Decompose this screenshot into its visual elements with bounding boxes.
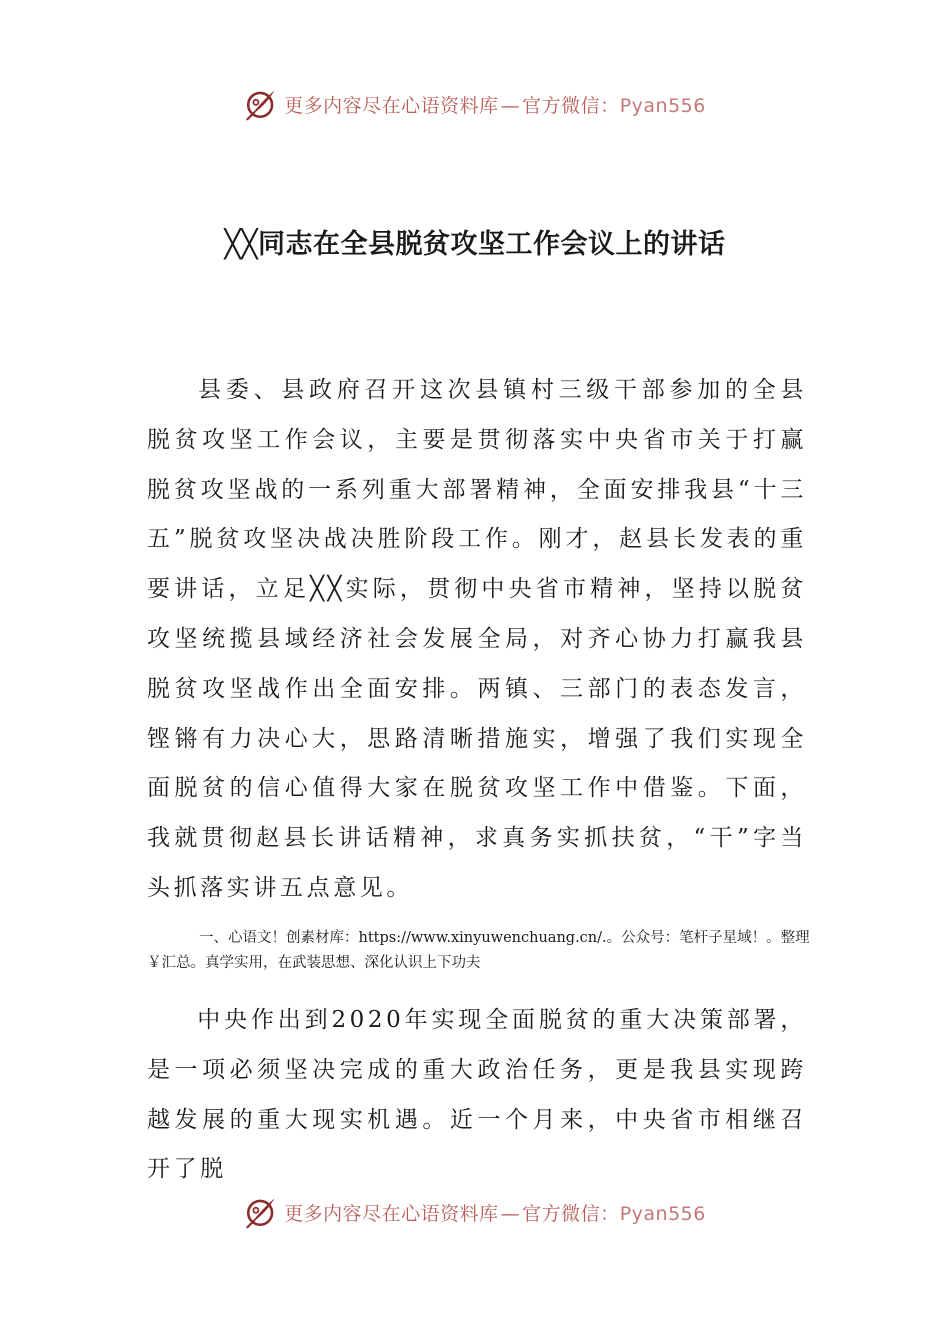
footer-banner [0, 1192, 950, 1232]
header-banner-text [284, 91, 706, 118]
paragraph-section-one-text: 中央作出到2020年实现全面脱贫的重大决策部署，是一项必须坚决完成的重大政治任务，更是我县实现跨越发展的重大现实机遇。近一个月来，中央省市相继召开了脱 [147, 1007, 807, 1183]
footer-banner-text [284, 1199, 706, 1226]
header-banner [0, 84, 950, 124]
header-banner-separator: — [500, 94, 521, 117]
section-note [147, 926, 827, 976]
paragraph-intro-text: 县委、县政府召开这次县镇村三级干部参加的全县脱贫攻坚工作会议，主要是贯彻落实中央省市关于打赢脱贫攻坚战的一系列重大部署精神，全面安排我县“十三五”脱贫攻坚决战决胜阶段工作。刚才，赵县长发表的重要讲话，立足╳╳实际，贯彻中央省市精神，坚持以脱贫攻坚统揽县域经济社会发展全局，对齐心协力打赢我县脱贫攻坚战作出全面安排。两镇、三部门的表态发言，铿锵有力决心大，思路清晰措施实，增强了我们实现全面脱贫的信心值得大家在脱贫攻坚工作中借鉴。下面，我就贯彻赵县长讲话精神，求真务实抓扶贫，“干”字当头抓落实讲五点意见。 [147, 377, 807, 901]
feather-pen-logo-icon [244, 1195, 278, 1229]
footer-wechat-id: Pyan556 [619, 1202, 706, 1225]
header-banner-slogan: 更多内容尽在心语资料库 [284, 94, 499, 117]
header-wechat-id: Pyan556 [619, 94, 706, 117]
document-title: ╳╳同志在全县脱贫攻坚工作会议上的讲话 [224, 229, 726, 260]
footer-banner-slogan: 更多内容尽在心语资料库 [284, 1202, 499, 1225]
section-note-text: 一、心语文！创素材库：https://www.xinyuwenchuang.cn/.。公众号：笔杆子星域！。整理￥汇总。真学实用，在武装思想、深化认识上下功夫 [147, 930, 810, 971]
footer-banner-separator: — [500, 1202, 521, 1225]
header-wechat-label: 官方微信： [522, 94, 620, 117]
feather-pen-logo-icon [244, 87, 278, 121]
footer-wechat-label: 官方微信： [522, 1202, 620, 1225]
paragraph-section-one [147, 996, 807, 1195]
paragraph-intro [147, 366, 807, 914]
